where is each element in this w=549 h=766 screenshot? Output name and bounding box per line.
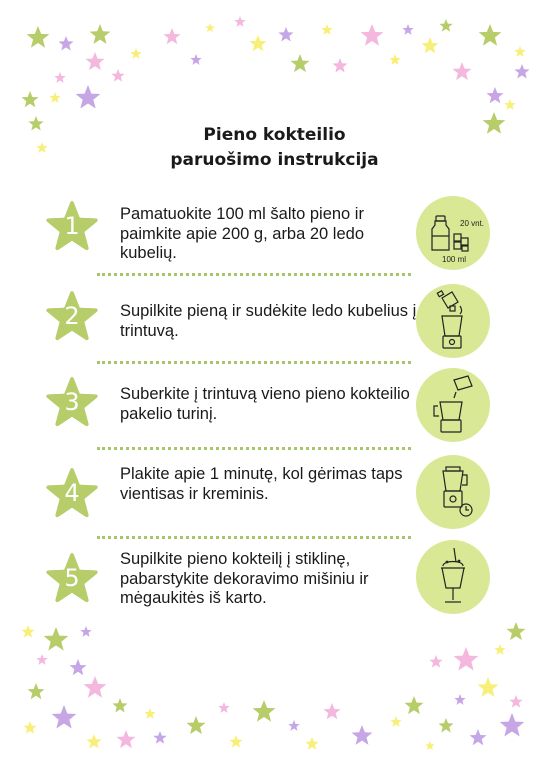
step-number: 3 (64, 388, 80, 416)
step-text: Suberkite į trintuvą vieno pieno kokteilio pakelio turinį. (120, 385, 410, 423)
step-number-star (42, 374, 102, 434)
step-number: 5 (64, 564, 80, 592)
step-text: Plakite apie 1 minutę, kol gėrimas taps vientisas ir kreminis. (120, 465, 403, 503)
sachet-blender-icon (416, 368, 490, 442)
icon-label-volume: 100 ml (442, 255, 467, 264)
pour-blender-icon (416, 284, 490, 358)
step-divider (97, 361, 411, 364)
step-divider (97, 273, 411, 276)
milkshake-glass-icon (416, 540, 490, 614)
step-number: 4 (64, 479, 80, 507)
step-number: 2 (64, 302, 80, 330)
step-divider (97, 447, 411, 450)
step-number-star (42, 198, 102, 258)
milk-bottle-ice-icon (416, 196, 490, 270)
page-title-line2: paruošimo instrukcija (170, 150, 379, 170)
blender-timer-icon (416, 455, 490, 529)
step-number-star (42, 550, 102, 610)
page-title-line1: Pieno kokteilio (203, 125, 346, 145)
step-divider (97, 536, 411, 539)
step-text: Supilkite pieno kokteilį į stiklinę, pabarstykite dekoravimo mišiniu ir mėgaukitės iš karto. (120, 550, 369, 607)
step-number-star (42, 465, 102, 525)
icon-label-count: 20 vnt. (460, 219, 485, 228)
step-text: Pamatuokite 100 ml šalto pieno ir paimkite apie 200 g, arba 20 ledo kubelių. (120, 205, 365, 262)
step-text: Supilkite pieną ir sudėkite ledo kubelius į trintuvą. (120, 302, 417, 340)
step-number-star (42, 288, 102, 348)
step-number: 1 (64, 212, 80, 240)
